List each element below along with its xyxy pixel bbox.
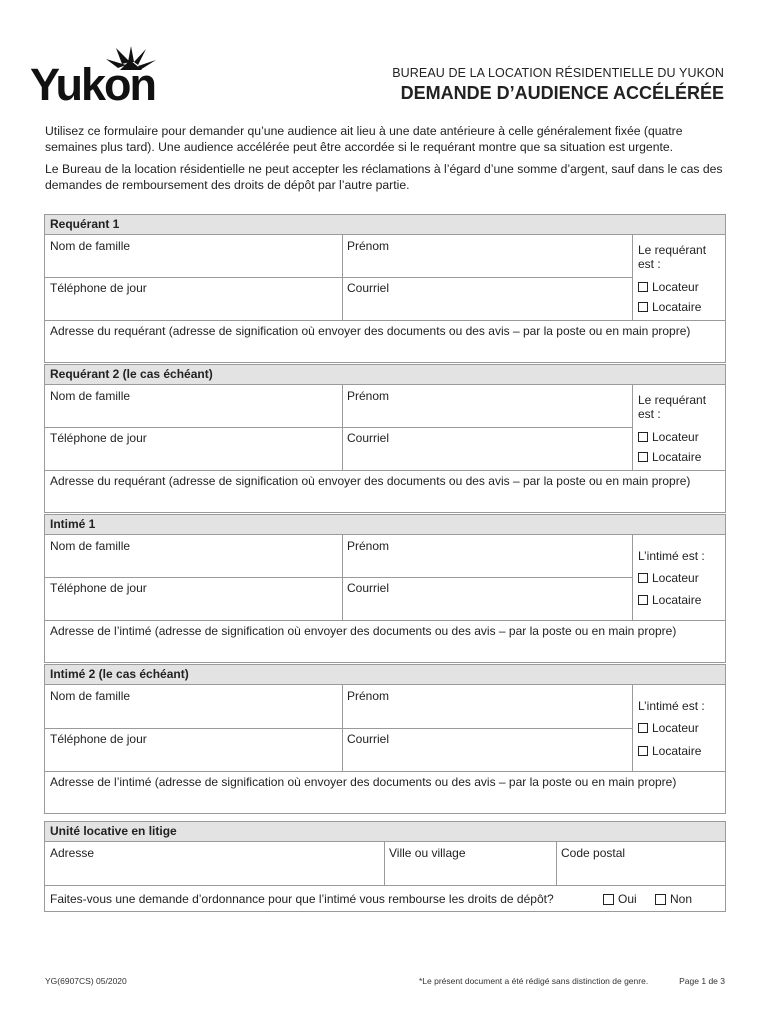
unit-address-field[interactable]: Adresse (50, 846, 95, 860)
last-name-field[interactable]: Nom de famille (50, 239, 131, 253)
landlord-checkbox[interactable]: Locateur (638, 721, 699, 735)
phone-field[interactable]: Téléphone de jour (50, 732, 147, 746)
last-name-field[interactable]: Nom de famille (50, 389, 131, 403)
first-name-field[interactable]: Prénom (347, 389, 390, 403)
section-heading: Requérant 1 (45, 215, 725, 235)
applicant-status-label: Le requérant est : (638, 243, 707, 271)
page-number: Page 1 de 3 (679, 976, 725, 986)
rental-unit-section (44, 821, 726, 912)
deposit-question: Faites-vous une demande d’ordonnance pour que l’intimé vous rembourse les droits de dépôt? (50, 892, 554, 906)
city-field[interactable]: Ville ou village (389, 846, 466, 860)
email-field[interactable]: Courriel (347, 732, 390, 746)
section-heading: Requérant 2 (le cas échéant) (45, 365, 725, 385)
applicant-1-section (44, 214, 726, 363)
tenant-checkbox[interactable]: Locataire (638, 744, 701, 758)
section-heading: Unité locative en litige (45, 822, 725, 842)
last-name-field[interactable]: Nom de famille (50, 539, 131, 553)
email-field[interactable]: Courriel (347, 281, 390, 295)
last-name-field[interactable]: Nom de famille (50, 689, 131, 703)
landlord-checkbox[interactable]: Locateur (638, 280, 699, 294)
section-heading: Intimé 1 (45, 515, 725, 535)
section-heading: Intimé 2 (le cas échéant) (45, 665, 725, 685)
postal-code-field[interactable]: Code postal (561, 846, 626, 860)
address-field[interactable]: Adresse de l’intimé (adresse de signification où envoyer des documents ou des avis – par la poste ou en main propre) (50, 775, 677, 789)
first-name-field[interactable]: Prénom (347, 539, 390, 553)
applicant-status-label: Le requérant est : (638, 393, 707, 421)
agency-name: BUREAU DE LA LOCATION RÉSIDENTIELLE DU YUKON (392, 66, 724, 80)
address-field[interactable]: Adresse de l’intimé (adresse de signification où envoyer des documents ou des avis – par la poste ou en main propre) (50, 624, 677, 638)
tenant-checkbox[interactable]: Locataire (638, 300, 701, 314)
intro-paragraph-1: Utilisez ce formulaire pour demander qu’une audience ait lieu à une date antérieure à celle généralement fixée (quatre semaines plus tard). Une audience accélérée peut être accordée si le requérant montre que sa situation est urgente. (45, 124, 683, 154)
respondent-1-section (44, 514, 726, 663)
deposit-yes-checkbox[interactable]: Oui (603, 892, 637, 906)
address-field[interactable]: Adresse du requérant (adresse de signification où envoyer des documents ou des avis – par la poste ou en main propre) (50, 324, 691, 338)
first-name-field[interactable]: Prénom (347, 239, 390, 253)
phone-field[interactable]: Téléphone de jour (50, 281, 147, 295)
respondent-2-section (44, 664, 726, 814)
respondent-status-label: L’intimé est : (638, 699, 705, 713)
landlord-checkbox[interactable]: Locateur (638, 571, 699, 585)
phone-field[interactable]: Téléphone de jour (50, 581, 147, 595)
applicant-2-section (44, 364, 726, 513)
email-field[interactable]: Courriel (347, 431, 390, 445)
landlord-checkbox[interactable]: Locateur (638, 430, 699, 444)
intro-paragraph-2: Le Bureau de la location résidentielle ne peut accepter les réclamations à l’égard d’une somme d’argent, sauf dans le cas des demandes de remboursement des droits de dépôt par l’autre partie. (45, 162, 723, 192)
tenant-checkbox[interactable]: Locataire (638, 450, 701, 464)
form-code: YG(6907CS) 05/2020 (45, 976, 127, 986)
address-field[interactable]: Adresse du requérant (adresse de signification où envoyer des documents ou des avis – par la poste ou en main propre) (50, 474, 691, 488)
tenant-checkbox[interactable]: Locataire (638, 593, 701, 607)
form-title: DEMANDE D’AUDIENCE ACCÉLÉRÉE (400, 83, 724, 103)
phone-field[interactable]: Téléphone de jour (50, 431, 147, 445)
respondent-status-label: L’intimé est : (638, 549, 705, 563)
deposit-no-checkbox[interactable]: Non (655, 892, 692, 906)
gender-note: *Le présent document a été rédigé sans distinction de genre. (419, 976, 649, 986)
yukon-logo (30, 40, 180, 106)
email-field[interactable]: Courriel (347, 581, 390, 595)
first-name-field[interactable]: Prénom (347, 689, 390, 703)
svg-text:Yukon: Yukon (30, 59, 156, 106)
